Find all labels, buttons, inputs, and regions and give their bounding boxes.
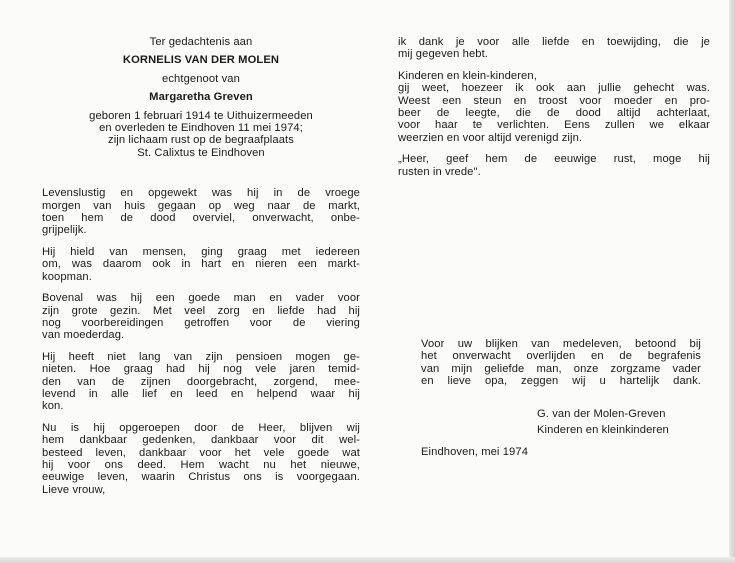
paragraph	[42, 246, 360, 283]
text-line: toen hem de dood overviel, onverwacht, onbe-	[42, 212, 360, 225]
paragraph	[42, 351, 360, 413]
text-line: en lieve opa, zeggen wij u hartelijk dank.	[421, 375, 701, 388]
paragraph	[42, 422, 360, 496]
text-line: ik dank je voor alle liefde en toewijding, die je	[398, 36, 710, 48]
text-line: eeuwige leven, waarin Christus ons is voorgegaan.	[42, 471, 360, 484]
left-column	[42, 36, 360, 496]
thanks-block	[421, 338, 701, 388]
place-date-text: Eindhoven, mei 1974	[421, 446, 529, 458]
death-line: en overleden te Eindhoven 11 mei 1974;	[99, 122, 303, 135]
text-line: zijn grote gezin. Met veel zorg en liefde had hij	[42, 304, 360, 317]
text-line: kon.	[42, 400, 64, 413]
header-line-spouse-of: echtgenoot van	[162, 72, 240, 85]
text-line: grijpelijk.	[42, 224, 87, 237]
header-line-in-memory: Ter gedachtenis aan	[149, 36, 253, 48]
text-line: Hij heeft niet lang van zijn pensioen mogen ge-	[42, 350, 360, 363]
text-line: Hij hield van mensen, ging graag met iedereen	[42, 245, 360, 258]
text-line: voor haar te verlichten. Eens zullen we elkaar	[398, 119, 710, 132]
text-line: levend in alle lief en leed en helpend waar hij	[42, 387, 360, 400]
paragraph	[42, 292, 360, 342]
text-line: om, was daarom ook in hart en nieren een markt-	[42, 258, 360, 271]
text-line: Kinderen en klein-kinderen,	[398, 69, 537, 82]
text-line: den van de zijnen doorgebracht, zorgend, mee-	[42, 375, 360, 388]
text-line: nog voorbereidingen getroffen voor de viering	[42, 316, 360, 329]
text-line: mij gegeven hebt.	[398, 48, 489, 61]
text-line: koopman.	[42, 270, 92, 283]
text-line: Nu is hij opgeroepen door de Heer, blijven wij	[42, 421, 360, 434]
paragraph	[398, 36, 710, 61]
signature-block	[537, 408, 717, 437]
text-line: beer de leegte, die de dood altijd achterlaat,	[398, 107, 710, 120]
text-line: van moederdag.	[42, 329, 125, 342]
burial-line: zijn lichaam rust op de begraafplaats	[108, 134, 294, 147]
text-line: weerzien en voor altijd verenigd zijn.	[398, 131, 583, 144]
prayer	[398, 153, 710, 178]
text-line: hem dankbaar gedenken, dankbaar voor dit wel-	[42, 434, 360, 447]
text-line: hij voor ons deed. Hem wacht nu het nieuwe,	[42, 458, 360, 471]
text-line: morgen van huis gegaan op weg naar de markt,	[42, 199, 360, 212]
signature-family: Kinderen en kleinkinderen	[537, 424, 669, 437]
paragraph	[42, 187, 360, 237]
card-edge-bottom	[0, 557, 735, 563]
text-line: Lieve vrouw,	[42, 483, 106, 496]
place-date	[421, 446, 621, 458]
text-line: Bovenal was hij een goede man en vader voor	[42, 292, 360, 305]
card-edge-right	[729, 0, 735, 563]
text-line: „Heer, geef hem de eeuwige rust, moge hij	[398, 153, 710, 166]
paragraph	[398, 70, 710, 144]
text-line: besteed leven, dankbaar voor het vele goede wat	[42, 446, 360, 459]
text-line: Weest een steun en troost voor moeder en pro-	[398, 94, 710, 107]
birth-line: geboren 1 februari 1914 te Uithuizermeeden	[89, 109, 313, 122]
deceased-name: KORNELIS VAN DER MOLEN	[122, 54, 280, 67]
text-line: Levenslustig en opgewekt was hij in de vroege	[42, 187, 360, 200]
cemetery-line: St. Calixtus te Eindhoven	[137, 146, 265, 159]
text-line: Voor uw blijken van medeleven, betoond bij	[421, 338, 701, 350]
text-line: het onverwacht overlijden en de begrafenis	[421, 350, 701, 363]
text-line: rusten in vrede".	[398, 165, 481, 178]
text-line: gij weet, hoezeer ik ook aan jullie gehecht was.	[398, 82, 710, 95]
header-block	[42, 36, 360, 159]
text-line: nieten. Hoe graag had hij nog vele jaren temid-	[42, 363, 360, 376]
right-column	[398, 36, 710, 178]
text-line: van mijn geliefde man, onze zorgzame vader	[421, 362, 701, 375]
spouse-name: Margaretha Greven	[149, 91, 253, 104]
signature-name: G. van der Molen-Greven	[537, 408, 666, 420]
